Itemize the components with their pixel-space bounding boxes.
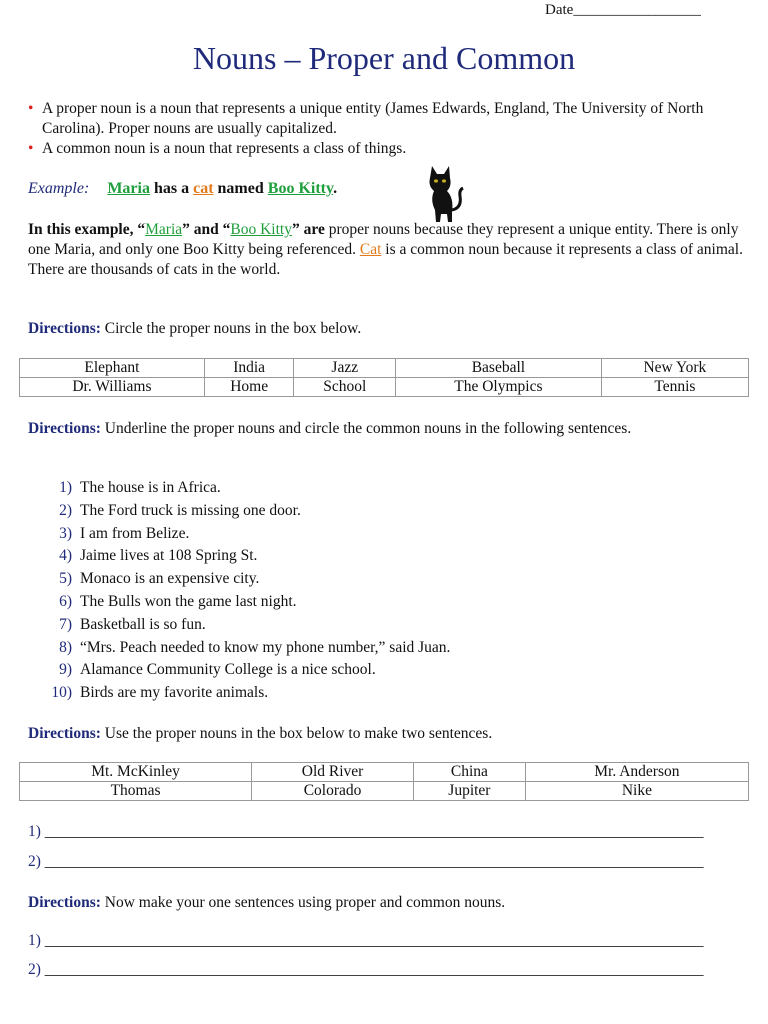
bullet-common-noun: • A common noun is a noun that represents a class of things. xyxy=(28,140,407,157)
explanation-text: In this example, “ xyxy=(28,221,146,238)
directions-circle xyxy=(28,319,753,339)
directions-label: Directions: xyxy=(28,320,101,337)
proper-nouns-table xyxy=(19,358,749,397)
directions-make-sentences xyxy=(28,724,753,744)
table-cell: India xyxy=(204,359,294,378)
table-cell: China xyxy=(414,763,526,782)
table-cell: Elephant xyxy=(20,359,205,378)
sentence-text: I am from Belize. xyxy=(80,524,190,542)
table-cell: Dr. Williams xyxy=(20,378,205,397)
table-cell: Thomas xyxy=(20,782,252,801)
directions-label: Directions: xyxy=(28,894,101,911)
sentence-text: Alamance Community College is a nice school. xyxy=(80,661,376,679)
answer-number: 2) xyxy=(28,961,41,978)
date-field: Date_________________ xyxy=(545,2,701,18)
answer-blank: _____________________________________________________________________________________ xyxy=(40,961,704,978)
page-title: Nouns – Proper and Common xyxy=(192,40,576,76)
directions-label: Directions: xyxy=(28,420,101,437)
sentence-number: 7) xyxy=(59,615,72,633)
sentence-number: 8) xyxy=(59,638,72,656)
directions-text: Circle the proper nouns in the box below. xyxy=(100,320,362,337)
sentence-number: 9) xyxy=(59,661,72,679)
black-cat-icon xyxy=(422,164,466,224)
table-cell: Home xyxy=(204,378,294,397)
example-explanation xyxy=(28,220,753,280)
directions-text: Use the proper nouns in the box below to make two sentences. xyxy=(100,725,493,742)
example-text: . xyxy=(333,180,338,197)
table-row xyxy=(20,763,749,782)
table-cell: Jupiter xyxy=(414,782,526,801)
table-row xyxy=(20,782,749,801)
table-cell: Colorado xyxy=(252,782,414,801)
table-cell: The Olympics xyxy=(396,378,602,397)
table-cell: Mr. Anderson xyxy=(525,763,748,782)
table-cell: School xyxy=(294,378,396,397)
answer-line[interactable] xyxy=(28,961,704,979)
common-noun-cat: Cat xyxy=(359,241,382,258)
list-item xyxy=(40,524,450,547)
table-cell: New York xyxy=(601,359,748,378)
sentence-number: 10) xyxy=(51,684,72,702)
explanation-text: ” are xyxy=(291,221,325,238)
table-cell: Nike xyxy=(525,782,748,801)
table-cell: Mt. McKinley xyxy=(20,763,252,782)
table-row xyxy=(20,359,749,378)
example-text: named xyxy=(213,180,268,197)
sentence-text: Jaime lives at 108 Spring St. xyxy=(80,547,258,565)
answer-line[interactable] xyxy=(28,823,704,841)
table-cell: Baseball xyxy=(396,359,602,378)
answer-blank: _____________________________________________________________________________________ xyxy=(40,823,704,840)
directions-own-sentences xyxy=(28,893,753,913)
answer-line[interactable] xyxy=(28,932,704,950)
explanation-text: is a common noun because it represents a class of animal. There are thousands of cats in the world. xyxy=(28,241,743,278)
bullet-proper-noun: • A proper noun is a noun that represents a unique entity (James Edwards, England, The University of North Carolina). Proper nouns are usually capitalized. xyxy=(28,100,704,137)
sentence-number: 5) xyxy=(59,570,72,588)
table-cell: Tennis xyxy=(601,378,748,397)
bullet-text: A common noun is a noun that represents a class of things. xyxy=(42,140,407,157)
sentence-text: Birds are my favorite animals. xyxy=(80,684,269,702)
sentence-list xyxy=(40,478,450,706)
list-item xyxy=(40,478,450,501)
list-item xyxy=(40,592,450,615)
sentence-number: 3) xyxy=(59,524,72,542)
definitions xyxy=(28,99,748,159)
sentence-number: 2) xyxy=(59,501,72,519)
example-sentence xyxy=(28,180,337,198)
list-item xyxy=(40,638,450,661)
answer-line[interactable] xyxy=(28,853,704,871)
table-row xyxy=(20,378,749,397)
answer-number: 1) xyxy=(28,932,41,949)
list-item xyxy=(40,501,450,524)
proper-noun-boo-kitty: Boo Kitty xyxy=(230,221,292,238)
proper-noun-boo-kitty: Boo Kitty xyxy=(267,180,334,197)
sentence-number: 4) xyxy=(59,547,72,565)
list-item xyxy=(40,546,450,569)
proper-noun-maria: Maria xyxy=(107,180,150,197)
proper-noun-maria: Maria xyxy=(145,221,183,238)
sentence-number: 1) xyxy=(59,479,72,496)
answer-blank: _____________________________________________________________________________________ xyxy=(40,853,704,870)
directions-underline xyxy=(28,419,753,439)
answer-blank: _____________________________________________________________________________________ xyxy=(40,932,704,949)
list-item xyxy=(40,683,450,706)
sentence-text: Monaco is an expensive city. xyxy=(80,570,260,588)
explanation-text: proper nouns because they represent a unique entity. There is only one Maria, and only one Boo Kitty being referenced. xyxy=(28,221,739,258)
sentence-text: The house is in Africa. xyxy=(80,479,221,496)
answer-number: 2) xyxy=(28,853,41,870)
example-text: has a xyxy=(149,180,194,197)
list-item xyxy=(40,660,450,683)
sentence-text: The Bulls won the game last night. xyxy=(80,592,297,610)
table-cell: Jazz xyxy=(294,359,396,378)
sentence-text: Basketball is so fun. xyxy=(80,615,206,633)
bullet-text: A proper noun is a noun that represents a unique entity (James Edwards, England, The University of North Carolina). Proper nouns are usually capitalized. xyxy=(42,100,704,137)
common-noun-cat: cat xyxy=(193,180,214,197)
answer-number: 1) xyxy=(28,823,41,840)
sentence-text: The Ford truck is missing one door. xyxy=(80,501,301,519)
directions-text: Underline the proper nouns and circle the common nouns in the following sentences. xyxy=(100,420,632,437)
word-bank-table xyxy=(19,762,749,801)
sentence-text: “Mrs. Peach needed to know my phone number,” said Juan. xyxy=(80,638,451,656)
table-cell: Old River xyxy=(252,763,414,782)
example-label: Example: xyxy=(28,180,90,197)
list-item xyxy=(40,615,450,638)
directions-label: Directions: xyxy=(28,725,101,742)
explanation-text: ” and “ xyxy=(182,221,231,238)
sentence-number: 6) xyxy=(59,592,72,610)
directions-text: Now make your one sentences using proper and common nouns. xyxy=(100,894,506,911)
list-item xyxy=(40,569,450,592)
